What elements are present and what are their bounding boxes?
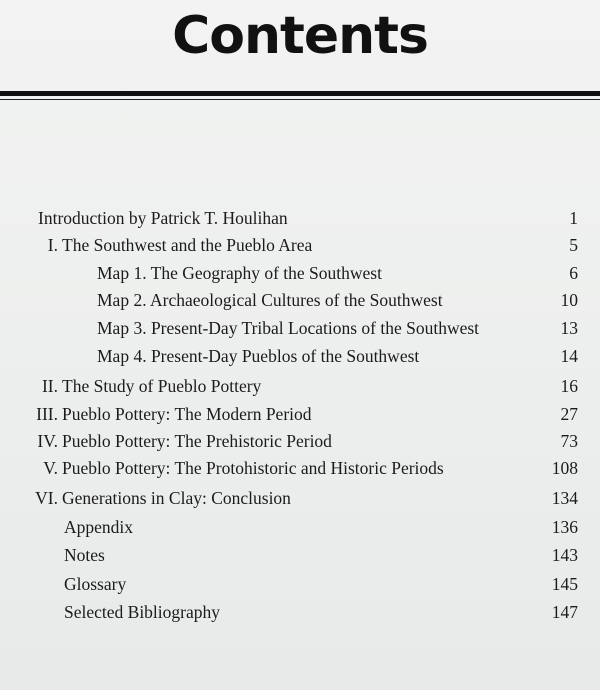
- toc-entry[interactable]: [0, 429, 600, 453]
- toc-entry-page: 16: [560, 376, 578, 396]
- toc-entry-title: Notes: [64, 545, 105, 565]
- toc-entry[interactable]: [0, 206, 600, 230]
- toc-entry[interactable]: [0, 515, 600, 539]
- header-rule-thin: [0, 99, 600, 100]
- toc-entry-page: 27: [560, 404, 578, 424]
- toc-entry-title: Introduction by Patrick T. Houlihan: [38, 208, 288, 228]
- toc-entry-title: Selected Bibliography: [64, 602, 221, 622]
- toc-entry-page: 1: [569, 208, 578, 228]
- toc-entry-title: The Southwest and the Pueblo Area: [62, 235, 313, 255]
- toc-entry[interactable]: [0, 374, 600, 398]
- toc-entry-page: 147: [551, 602, 578, 622]
- toc-entry[interactable]: [0, 456, 600, 480]
- toc-entry-title: Map 4. Present-Day Pueblos of the Southwest: [97, 346, 420, 366]
- toc-entry[interactable]: [0, 543, 600, 567]
- toc-entry[interactable]: [0, 288, 600, 312]
- toc-entry-title: Map 2. Archaeological Cultures of the Southwest: [97, 290, 443, 310]
- toc-entry[interactable]: [0, 316, 600, 340]
- toc-entry-page: 108: [551, 458, 578, 478]
- toc-entry-title: Glossary: [64, 574, 127, 594]
- toc-entry[interactable]: [0, 402, 600, 426]
- header-rule-thick: [0, 91, 600, 96]
- toc-entry-number: V.: [43, 458, 58, 478]
- toc-entry-title: Map 1. The Geography of the Southwest: [97, 263, 382, 283]
- toc-entry-page: 134: [551, 488, 578, 508]
- toc-entry-title: Pueblo Pottery: The Modern Period: [62, 404, 312, 424]
- toc-entry-number: IV.: [37, 431, 58, 451]
- toc-entry[interactable]: [0, 233, 600, 257]
- toc-entry-title: Appendix: [64, 517, 134, 537]
- page-title: Contents: [172, 6, 428, 66]
- toc-entry-number: III.: [36, 404, 58, 424]
- toc-entry-number: I.: [47, 235, 58, 255]
- toc-entry-title: Pueblo Pottery: The Protohistoric and Historic Periods: [62, 458, 444, 478]
- toc-entry-page: 136: [551, 517, 578, 537]
- toc-entry-title: Map 3. Present-Day Tribal Locations of the Southwest: [97, 318, 480, 338]
- toc-entry-title: The Study of Pueblo Pottery: [62, 376, 262, 396]
- toc-entry-number: VI.: [35, 488, 58, 508]
- toc-entry-page: 6: [569, 263, 578, 283]
- toc-entry-page: 73: [560, 431, 578, 451]
- toc-entry[interactable]: [0, 572, 600, 596]
- toc-entry-title: Generations in Clay: Conclusion: [62, 488, 291, 508]
- toc-entry-title: Pueblo Pottery: The Prehistoric Period: [62, 431, 332, 451]
- toc-entry-page: 13: [560, 318, 578, 338]
- toc-entry[interactable]: [0, 486, 600, 510]
- toc-entry-number: II.: [41, 376, 58, 396]
- toc-entry-page: 5: [569, 235, 578, 255]
- toc-entry[interactable]: [0, 344, 600, 368]
- toc-entry[interactable]: [0, 600, 600, 624]
- toc-entry[interactable]: [0, 261, 600, 285]
- toc-entry-page: 145: [551, 574, 578, 594]
- toc-entry-page: 143: [551, 545, 578, 565]
- toc-entry-page: 14: [560, 346, 578, 366]
- toc-entry-page: 10: [560, 290, 578, 310]
